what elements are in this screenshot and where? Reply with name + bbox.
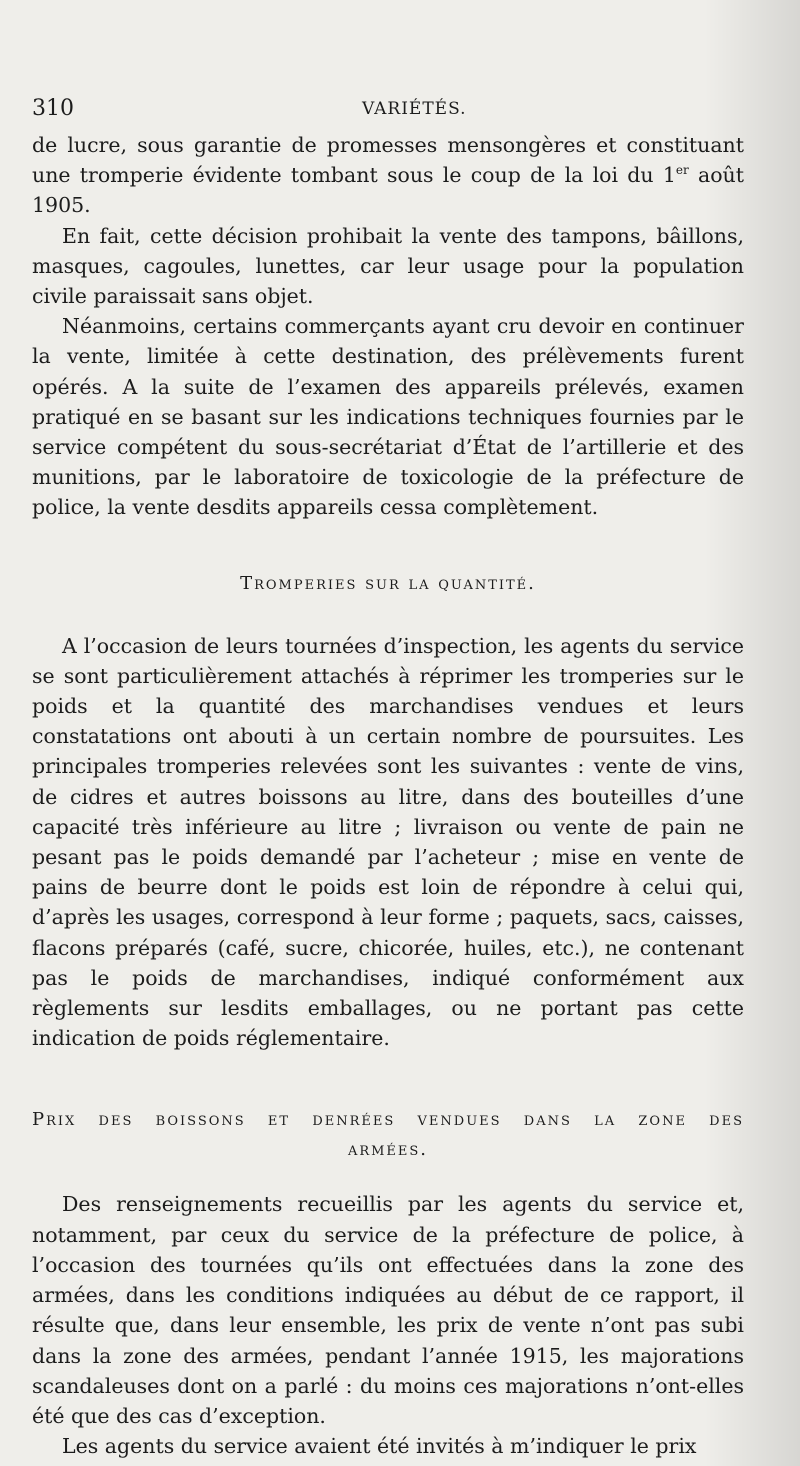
paragraph: Les agents du service avaient été invités à m’indiquer le prix (62, 1434, 697, 1459)
paragraph-text: de lucre, sous garantie de promesses mensongères et constituant une tromperie évidente tombant sous le coup de la loi du 1 (32, 133, 744, 188)
paragraph-continued (32, 130, 744, 221)
section-heading: Tromperies sur la quantité. (240, 572, 536, 594)
section-heading-line: armées. (347, 1139, 429, 1161)
paragraph: Des renseignements recueillis par les agents du service et, notamment, par ceux du service de la préfecture de police, à l’occasion des tournées qu’ils ont effectuées dans la zone des armées, dans les conditions indiquées au début de ce rapport, il résulte que, dans leur ensemble, les prix de vente n’ont pas subi dans la zone des armées, pendant l’année 1915, les majorations scandaleuses dont on a parlé : du moins ces majorations n’ont-elles été que des cas d’exception. (32, 1192, 744, 1428)
section-heading (32, 1105, 744, 1165)
page-number: 310 (32, 96, 74, 121)
section-heading-line: Prix des boissons et denrées vendues dans la zone des (32, 1109, 744, 1131)
superscript: er (675, 163, 689, 178)
page-body (32, 130, 744, 1461)
paragraph-text: août 1905. (32, 163, 744, 218)
paragraph: En fait, cette décision prohibait la vente des tampons, bâillons, masques, cagoules, lunettes, car leur usage pour la population civile paraissait sans objet. (32, 223, 744, 309)
page-header (32, 92, 744, 126)
paragraph: Néanmoins, certains commerçants ayant cru devoir en continuer la vente, limitée à cette destination, des prélèvements furent opérés. A la suite de l’examen des appareils prélevés, examen pratiqué en se basant sur les indications techniques fournies par le service compétent du sous-secrétariat d’État de l’artillerie et des munitions, par le laboratoire de toxicologie de la préfecture de police, la vente desdits appareils cessa complètement. (32, 314, 744, 520)
running-title: VARIÉTÉS. (362, 99, 467, 119)
paragraph: A l’occasion de leurs tournées d’inspection, les agents du service se sont particulièrement attachés à réprimer les tromperies sur le poids et la quantité des marchandises vendues et leurs constatations ont abouti à un certain nombre de poursuites. Les principales tromperies relevées sont les suivantes : vente de vins, de cidres et autres boissons au litre, dans des bouteilles d’une capacité très inférieure au litre ; livraison ou vente de pain ne pesant pas le poids demandé par l’acheteur ; mise en vente de pains de beurre dont le poids est loin de répondre à celui qui, d’après les usages, correspond à leur forme ; paquets, sacs, caisses, flacons préparés (café, sucre, chicorée, huiles, etc.), ne contenant pas le poids de marchandises, indiqué conformément aux règlements sur lesdits emballages, ou ne portant pas cette indication de poids réglementaire. (32, 633, 744, 1051)
